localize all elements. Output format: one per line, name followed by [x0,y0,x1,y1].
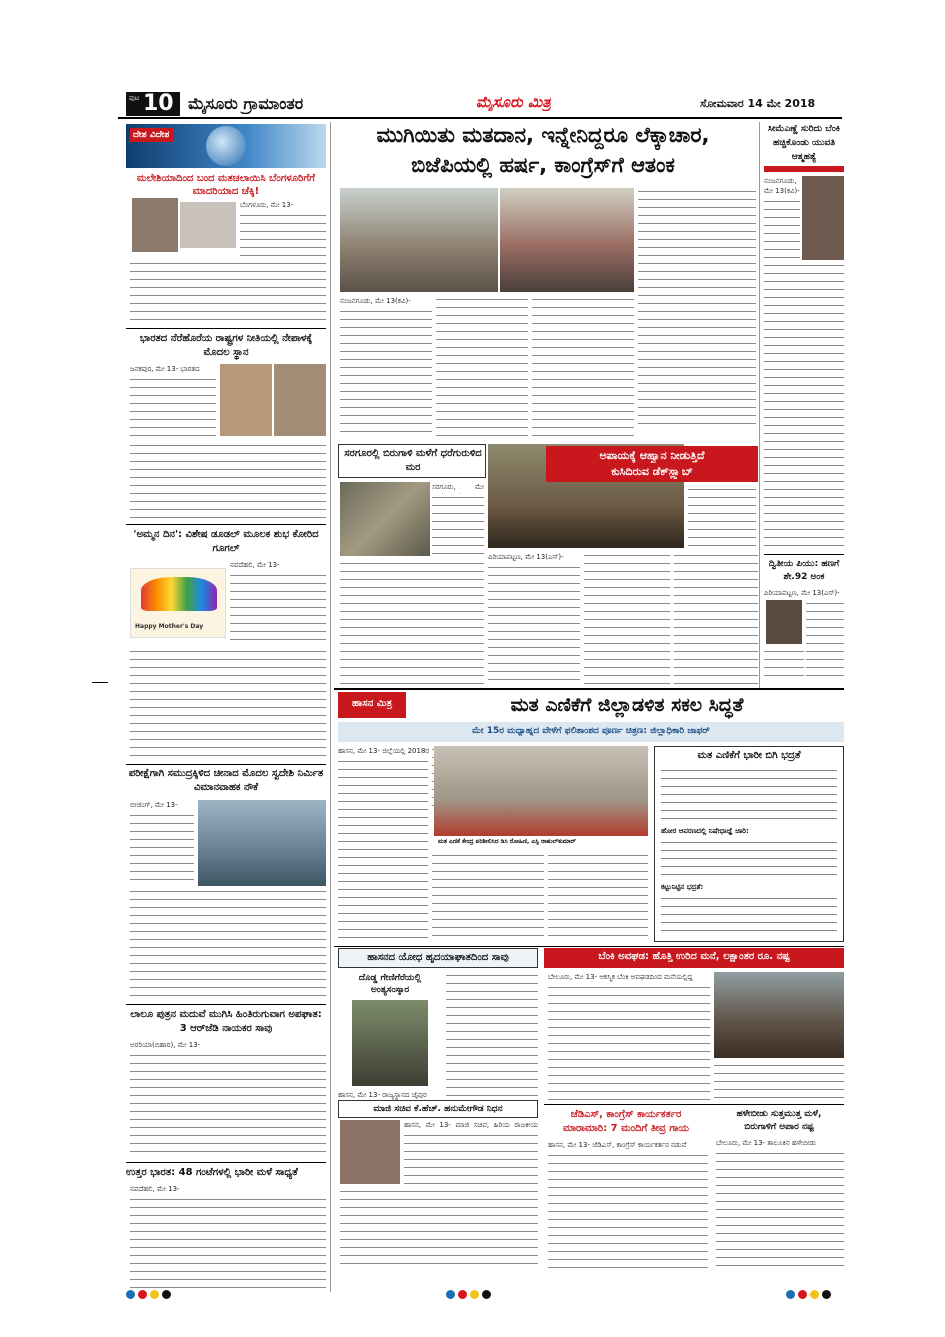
globe-icon [206,126,246,166]
tree-body [432,494,484,556]
former-minister-head-box [338,1100,538,1118]
slab-side-text [688,486,756,546]
divider [126,1162,326,1163]
story3-lead: ನವದೆಹಲಿ, ಮೇ 13- [230,561,280,569]
clash-lead: ಹಾಸನ, ಮೇ 13- ಜೆಡಿಎಸ್, ಕಾಂಗ್ರೆಸ್ ಕಾರ್ಯಕರ್ತರ ನಡುವೆ [548,1141,687,1149]
divider [544,1104,844,1105]
counting-photo-caption [434,836,648,850]
clash-headline-line2: ಮಾರಾಮಾರಿ: 7 ಮಂದಿಗೆ ತೀವ್ರ ಗಾಯ [563,1123,689,1134]
dot-red [138,1290,147,1299]
date: ಸೋಮವಾರ 14 ಮೇ 2018 [700,97,816,110]
dot-yellow [810,1290,819,1299]
fold-mark [92,682,108,683]
story2-headline: ಭಾರತದ ನೆರೆಹೊರೆಯ ರಾಷ್ಟ್ರಗಳ ನೀತಿಯಲ್ಲಿ ನೇಪಾಳಕ್ಕೆ ಮೊದಲ ಸ್ಥಾನ [139,333,313,358]
clash-body [548,1152,708,1270]
fire-scene-photo [714,972,844,1058]
dot-black [822,1290,831,1299]
tree-body-wide [340,560,484,684]
story4-body-wide [130,888,326,1000]
page-number: 10 [143,91,174,116]
story3-body [230,572,326,644]
heart-attack-head-box [338,948,538,968]
page-number-box [126,92,180,116]
slab-headline-box [546,446,758,482]
story3-headline: 'ಅಮ್ಮನ ದಿನ': ವಿಶೇಷ ಡೂಡಲ್ ಮೂಲಕ ಶುಭ ಕೋರಿದ ಗೂಗಲ್ [133,529,319,554]
former-minister-body-wide [340,1188,538,1270]
polling-queue-photo-right [500,188,634,292]
section-rule [334,946,844,947]
former-minister-body [404,1132,538,1186]
security-body1 [661,767,837,823]
divider [126,1004,326,1005]
slab-headline-line1: ಅಪಾಯಕ್ಕೆ ಆಹ್ವಾನ ನೀಡುತ್ತಿದೆ [599,449,705,462]
heart-attack-col2 [446,972,538,1098]
dot-black [482,1290,491,1299]
hassan-subhead: ಮೇ 15ರ ಮಧ್ಯಾಹ್ನದ ವೇಳೆಗೆ ಫಲಿತಾಂಶದ ಪೂರ್ಣ ಚಿತ್ರಣ: ಜಿಲ್ಲಾಧಿಕಾರಿ ಜಾಫರ್ [472,726,710,736]
masthead-rule [118,117,842,119]
tree-headline: ಸರಗೂರಲ್ಲಿ ಬಿರುಗಾಳಿ ಮಳೆಗೆ ಧರೆಗುರುಳಿದ ಮರ [344,448,482,473]
tree-lead: ಸರಗೂರು, ಮೇ [432,483,484,491]
story2-lead: ಜನಕಪುರ, ಮೇ 13- ಭಾರತದ [130,365,200,373]
story2-photo-modi [220,364,272,436]
right-story1-lead: ನಂಜನಗೂಡು, ಮೇ 13(ಕವಿ)- [764,177,800,195]
story4-headline: ಪರೀಕ್ಷೆಗಾಗಿ ಸಮುದ್ರಕ್ಕಿಳಿದ ಚೀನಾದ ಮೊದಲ ಸ್ವದೇಶಿ ನಿರ್ಮಿತ ವಿಮಾನವಾಹಕ ನೌಕೆ [128,768,324,793]
story2-body [130,376,216,440]
rain-lead: ಬೇಲೂರು, ಮೇ 13- ತಾಲೂಕಿನ ಹಳೇಬೀಡು [716,1139,817,1147]
heart-attack-subhead1: ದೊಡ್ಡ ಗೇಣಿಗೆರೆಯಲ್ಲಿ [358,973,422,983]
hassan-col3 [548,852,648,942]
slab-headline-line2: ಕುಸಿದಿರುವ ಡೆಕ್‌ಸ್ಲ್ಯಾಬ್ [611,465,693,478]
heart-attack-subhead2: ಅಂತ್ಯಸಂಸ್ಕಾರ [370,985,410,995]
rain-body [716,1150,844,1270]
former-minister-photo [340,1120,400,1184]
lead-story-col2 [436,296,528,436]
registration-dots-right [786,1284,846,1294]
story1-body-wide [130,260,326,324]
security-subhead2: ಕಟ್ಟುನಿಟ್ಟಿನ ಭದ್ರತೆ: [661,883,704,891]
divider [764,554,844,555]
dot-blue [126,1290,135,1299]
rain-headline-line1: ಹಳೇಬೀಡು ಸುತ್ತಮುತ್ತ ಮಳೆ, [736,1109,822,1119]
counting-photo-caption-text: ಮತ ಎಣಿಕೆ ಕೇಂದ್ರ ಪರಿಶೀಲಿಸಿದ ಡಿಸಿ ರೋಹಿಣಿ, ಎಸ್ಪಿ ರಾಹುಲ್‌ಕುಮಾರ್ [438,838,576,845]
hassan-col1 [338,758,428,940]
security-box [654,746,844,942]
hassan-col2b [432,852,544,942]
slab-body-col3 [674,552,758,684]
slab-body-col1 [488,564,580,684]
lead-story-col4 [638,188,756,428]
dot-red [458,1290,467,1299]
rain-headline-line2: ಬಿರುಗಾಳಿಗೆ ಅಪಾರ ನಷ್ಟ [744,1122,814,1132]
story4-body [130,812,194,884]
registration-dots-left [126,1284,186,1294]
former-minister-lead: ಹಾಸನ, ಮೇ 13- ಮಾಜಿ ಸಚಿವ, ಹಿರಿಯ ರಾಜಕೀಯ [404,1121,538,1129]
desha-videsha-badge: ದೇಶ ವಿದೇಶ [130,128,174,142]
security-subhead1: ಹೋರ ಆವರಣದಲ್ಲಿ ನಿಷೇಧಾಜ್ಞೆ ಜಾರಿ: [661,827,749,835]
hassan-lead: ಹಾಸನ, ಮೇ 13- ಜಿಲ್ಲೆಯಲ್ಲಿ 2018ರ [338,747,430,755]
fire-lead: ಬೇಲೂರು, ಮೇ 13- ಆಕಸ್ಮಿಕ ಬೆಂಕಿ ಅವಘಡದಿಂದ ಮನೆಯಲ್ಲಿದ್ದ [548,973,693,981]
security-body3 [661,895,837,937]
registration-dots-center [446,1284,506,1294]
dot-yellow [470,1290,479,1299]
fire-headline-box [544,948,844,968]
right-story1-photo [802,176,844,260]
story6-headline: ಉತ್ತರ ಭಾರತ: 48 ಗಂಟೆಗಳಲ್ಲಿ ಭಾರೀ ಮಳೆ ಸಾಧ್ಯತೆ [126,1167,298,1178]
desha-videsha-banner [126,124,326,168]
dot-blue [446,1290,455,1299]
right-story1-body [764,198,800,258]
security-body2 [661,839,837,879]
dot-red [798,1290,807,1299]
dot-blue [786,1290,795,1299]
heart-attack-headline: ಹಾಸನದ ಯೋಧ ಹೃದಯಾಘಾತದಿಂದ ಸಾವು [367,952,509,963]
mothers-day-caption: Happy Mother's Day [135,623,204,630]
fire-body-right [714,1062,844,1102]
story5-body [130,1052,326,1158]
story2-body-wide [130,442,326,522]
story1-photo [132,198,178,252]
dot-yellow [150,1290,159,1299]
mothers-day-doodle [130,568,226,638]
fire-body [548,984,710,1100]
hassan-badge [338,692,406,718]
story4-lead: ಬೀಜಿಂಗ್, ಮೇ 13- [130,801,178,809]
paper-name: ಮೈಸೂರು ಮಿತ್ರ [476,93,551,111]
story5-lead: ಅರರಿಯಾ(ಬಿಹಾರ), ಮೇ 13- [130,1041,201,1049]
dot-black [162,1290,171,1299]
fallen-tree-photo [340,482,430,556]
hands-graphic [141,577,217,611]
tab-mark [120,92,121,93]
section-title: ಮೈಸೂರು ಗ್ರಾಮಾಂತರ [188,94,304,113]
right-story1-photo-frame [764,166,844,172]
lead-story-col1 [340,308,432,436]
column-rule [759,122,760,688]
divider [126,524,326,525]
counting-centre-photo [434,746,648,836]
page-label: ಪುಟ [129,94,140,102]
story3-body-wide [130,648,326,760]
clash-headline-line1: ಜೆಡಿಎಸ್, ಕಾಂಗ್ರೆಸ್ ಕಾರ್ಯಕರ್ತರ [570,1109,682,1120]
slab-lead: ಪಿರಿಯಾಪಟ್ಟಣ, ಮೇ 13(ಎಸ್)- [488,553,564,561]
hassan-subhead-bar [338,722,844,742]
lead-headline-line1: ಮುಗಿಯಿತು ಮತದಾನ, ಇನ್ನೇನಿದ್ದರೂ ಲೆಕ್ಕಾಚಾರ, [376,123,710,147]
polling-queue-photo-left [340,188,498,292]
lead-headline-line2: ಬಿಜೆಪಿಯಲ್ಲಿ ಹರ್ಷ, ಕಾಂಗ್ರೆಸ್‌ಗೆ ಆತಂಕ [411,153,675,177]
divider [126,328,326,329]
story1-body [240,212,326,258]
slab-body-col2 [584,552,670,684]
hassan-headline: ಮತ ಎಣಿಕೆಗೆ ಜಿಲ್ಲಾಡಳಿತ ಸಕಲ ಸಿದ್ಧತೆ [510,694,744,716]
soldier-photo [352,1000,428,1086]
lead-story-lead: ನಂಜನಗೂಡು, ಮೇ 13(ಕವಿ)- [340,297,411,305]
fire-headline: ಬೆಂಕಿ ಅವಘಡ: ಹೊತ್ತಿ ಉರಿದ ಮನೆ, ಲಕ್ಷಾಂತರ ರೂ. ನಷ್ಟ [598,951,790,962]
right-story1-body-wide [764,262,844,552]
story1-lead: ಬೆಂಗಳೂರು, ಮೇ 13- [240,201,294,209]
story6-body [130,1196,326,1292]
tree-story-box [338,444,486,478]
security-headline: ಮತ ಎಣಿಕೆಗೆ ಭಾರೀ ಬಿಗಿ ಭದ್ರತೆ [697,750,801,761]
left-column [118,120,328,1295]
masthead [118,90,842,118]
aircraft-carrier-photo [198,800,326,886]
hassan-badge-text: ಹಾಸನ ಮಿತ್ರ [351,698,393,709]
right-story2-headline: ದ್ವಿತೀಯ ಪಿಯು: ಹಣಗೆ ಶೇ.92 ಅಂಕ [768,559,840,582]
story1-headline: ಮಲೇಶಿಯಾದಿಂದ ಬಂದ ಮತಚಲಾಯಿಸಿ ಬೆಂಗಳೂರಿಗೆಗೆ ಮಾದರಿಯಾದ ಚೆಕ್ಕಿ! [137,173,315,197]
right-story2-lead: ಪಿರಿಯಾಪಟ್ಟಣ, ಮೇ 13(ಎಸ್)- [764,589,840,597]
right-story1-headline: ಸೀಮೆಎಣ್ಣೆ ಸುರಿದು ಬೆಂಕಿ ಹಚ್ಚಿಕೊಂಡು ಯುವತಿ ಆತ್ಮಹತ್ಯೆ [768,124,840,162]
right-story2-body [806,600,844,680]
heart-attack-lead: ಹಾಸನ, ಮೇ 13- ರಾಜ್ಯಸ್ಥಾನದ ಜೈಪುರ [338,1091,427,1099]
column-rule [330,122,331,1292]
story5-headline: ಲಾಲೂ ಪುತ್ರನ ಮದುವೆ ಮುಗಿಸಿ ಹಿಂತಿರುಗುವಾಗ ಅಪಘಾತ: 3 ಆರ್‌ಜೆಡಿ ನಾಯಕರ ಸಾವು [130,1009,322,1034]
right-story2-photo [766,600,802,644]
story2-photo-oli [274,364,326,436]
story6-lead: ನವದೆಹಲಿ, ಮೇ 13- [130,1185,180,1193]
lead-story-col3 [532,296,634,436]
former-minister-headline: ಮಾಜಿ ಸಚಿವ ಕೆ.ಹೆಚ್. ಹನುಮೇಗೌಡ ನಿಧನ [373,1104,503,1114]
story1-ballot-photo [180,202,236,248]
divider [126,764,326,765]
right-story2-body-wide [764,648,804,682]
